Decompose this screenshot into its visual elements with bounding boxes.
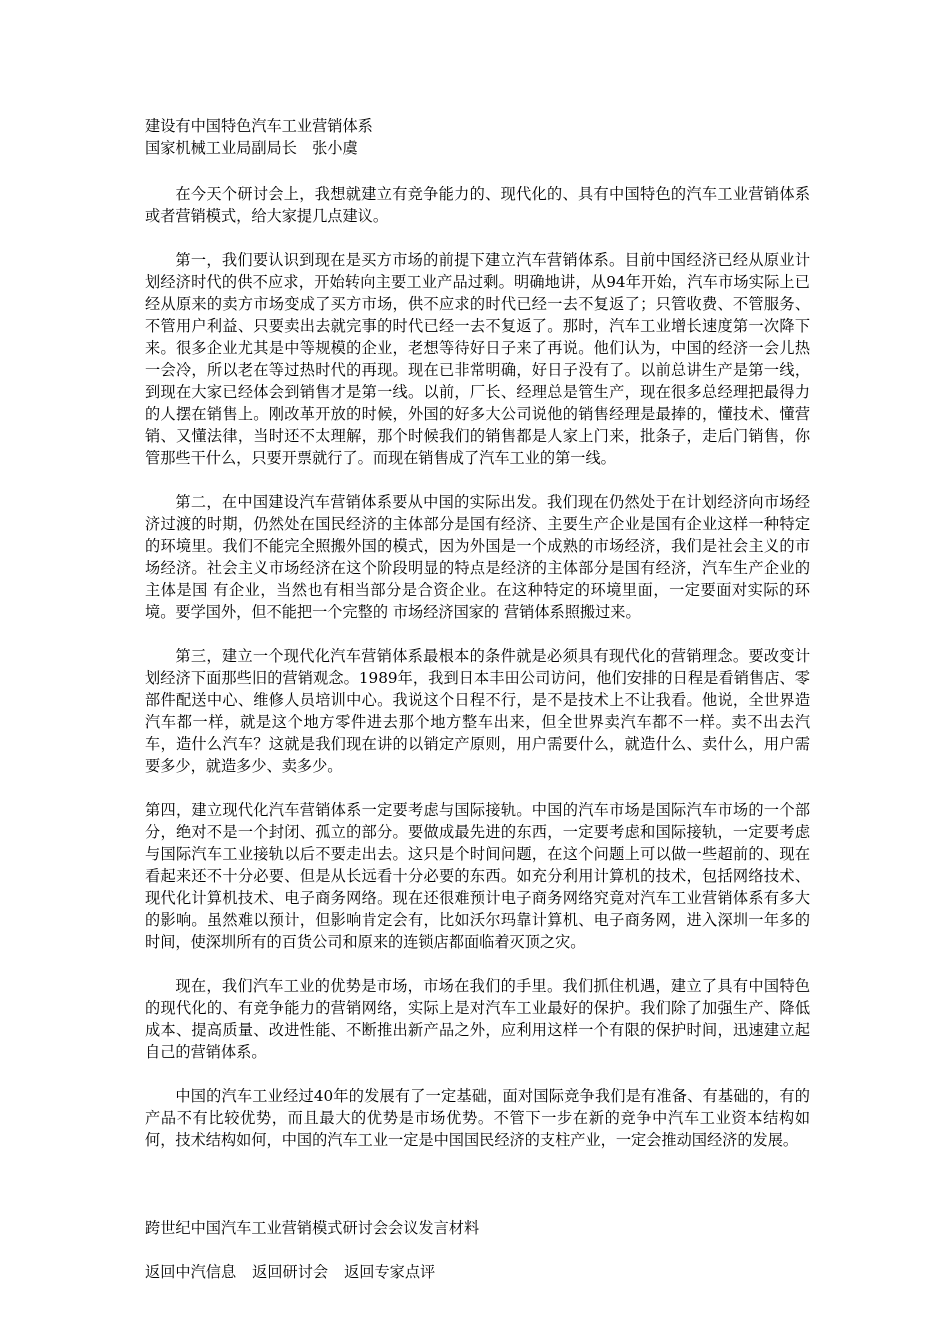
paragraph-second: 第二，在中国建设汽车营销体系要从中国的实际出发。我们现在仍然处于在计划经济向市场经济过渡的时期，仍然处在国民经济的主体部分是国有经济、主要生产企业是国有企业这样一种特定的环境里。我们不能完全照搬外国的模式，因为外国是一个成熟的市场经济，我们是社会主义的市场经济。社会主义市场经济在这个阶段明显的特点是经济的主体部分是国有经济，汽车生产企业的主体是国 有企业，当然也有相当部分是合资企业。在这种特定的环境里面，一定要面对实际的环境。要学国外，但不能把一个完整的 市场经济国家的 营销体系照搬过来。 — [145, 493, 810, 621]
paragraph-fourth: 第四，建立现代化汽车营销体系一定要考虑与国际接轨。中国的汽车市场是国际汽车市场的一个部分，绝对不是一个封闭、孤立的部分。要做成最先进的东西，一定要考虑和国际接轨，一定要考虑与国际汽车工业接轨以后不要走出去。这只是个时间问题，在这个问题上可以做一些超前的、现在看起来还不十分必要、但是从长远看十分必要的东西。如充分利用计算机的技术，包括网络技术、现代化计算机技术、电子商务网络。现在还很难预计电子商务网络究竟对汽车工业营销体系有多大的影响。虽然难以预计，但影响肯定会有，比如沃尔玛靠计算机、电子商务网，进入深圳一年多的时间，使深圳所有的百货公司和原来的连锁店都面临着灭顶之灾。 — [145, 801, 810, 951]
link-back-symposium[interactable]: 返回研讨会 — [252, 1263, 329, 1281]
spacer — [145, 1173, 810, 1217]
link-back-auto-info[interactable]: 返回中汽信息 — [145, 1263, 237, 1281]
spacer — [145, 159, 810, 183]
source-note: 跨世纪中国汽车工业营销模式研讨会会议发言材料 — [145, 1219, 480, 1237]
paragraph-third: 第三，建立一个现代化汽车营销体系最根本的条件就是必须具有现代化的营销理念。要改变计划经济下面那些旧的营销观念。1989年，我到日本丰田公司访问，他们安排的日程是看销售店、零部件配送中心、维修人员培训中心。我说这个日程不行，是不是技术上不让我看。他说，全世界造汽车都一样，就是这个地方零件进去那个地方整车出来，但全世界卖汽车都不一样。卖不出去汽车，造什么汽车？这就是我们现在讲的以销定产原则，用户需要什么，就造什么、卖什么，用户需要多少，就造多少、卖多少。 — [145, 647, 810, 775]
paragraph-conclusion: 中国的汽车工业经过40年的发展有了一定基础，面对国际竞争我们是有准备、有基础的，有的产品不有比较优势，而且最大的优势是市场优势。不管下一步在新的竞争中汽车工业资本结构如何，技术结构如何，中国的汽车工业一定是中国国民经济的支柱产业，一定会推动国经济的发展。 — [145, 1087, 810, 1149]
article-container — [145, 115, 810, 1305]
paragraph-first: 第一，我们要认识到现在是买方市场的前提下建立汽车营销体系。目前中国经济已经从原业计划经济时代的供不应求，开始转向主要工业产品过剩。明确地讲，从94年开始，汽车市场实际上已经从原来的卖方市场变成了买方市场，供不应求的时代已经一去不复返了；只管收费、不管服务、不管用户利益、只要卖出去就完事的时代已经一去不复返了。那时，汽车工业增长速度第一次降下来。很多企业尤其是中等规模的企业，老想等待好日子来了再说。他们认为，中国的经济一会儿热一会冷，所以老在等过热时代的再现。现在已非常明确，好日子没有了。以前总讲生产是第一线，到现在大家已经体会到销售才是第一线。以前，厂长、经理总是管生产，现在很多总经理把最得力的人摆在销售上。刚改革开放的时候，外国的好多大公司说他的销售经理是最捧的，懂技术、懂营销、又懂法律，当时还不太理解，那个时候我们的销售都是人家上门来，批条子，走后门销售，你管那些干什么，只要开票就行了。而现在销售成了汽车工业的第一线。 — [145, 251, 810, 467]
paragraph-intro: 在今天个研讨会上，我想就建立有竞争能力的、现代化的、具有中国特色的汽车工业营销体系或者营销模式，给大家提几点建议。 — [145, 185, 810, 225]
paragraph-now: 现在，我们汽车工业的优势是市场，市场在我们的手里。我们抓住机遇，建立了具有中国特色的现代化的、有竞争能力的营销网络，实际上是对汽车工业最好的保护。我们除了加强生产、降低成本、提高质量、改进性能、不断推出新产品之外，应利用这样一个有限的保护时间，迅速建立起自己的营销体系。 — [145, 977, 810, 1061]
link-back-expert-review[interactable]: 返回专家点评 — [344, 1263, 436, 1281]
nav-links — [145, 1261, 810, 1283]
article-author: 国家机械工业局副局长 张小虞 — [145, 139, 358, 157]
article-title: 建设有中国特色汽车工业营销体系 — [145, 117, 373, 135]
